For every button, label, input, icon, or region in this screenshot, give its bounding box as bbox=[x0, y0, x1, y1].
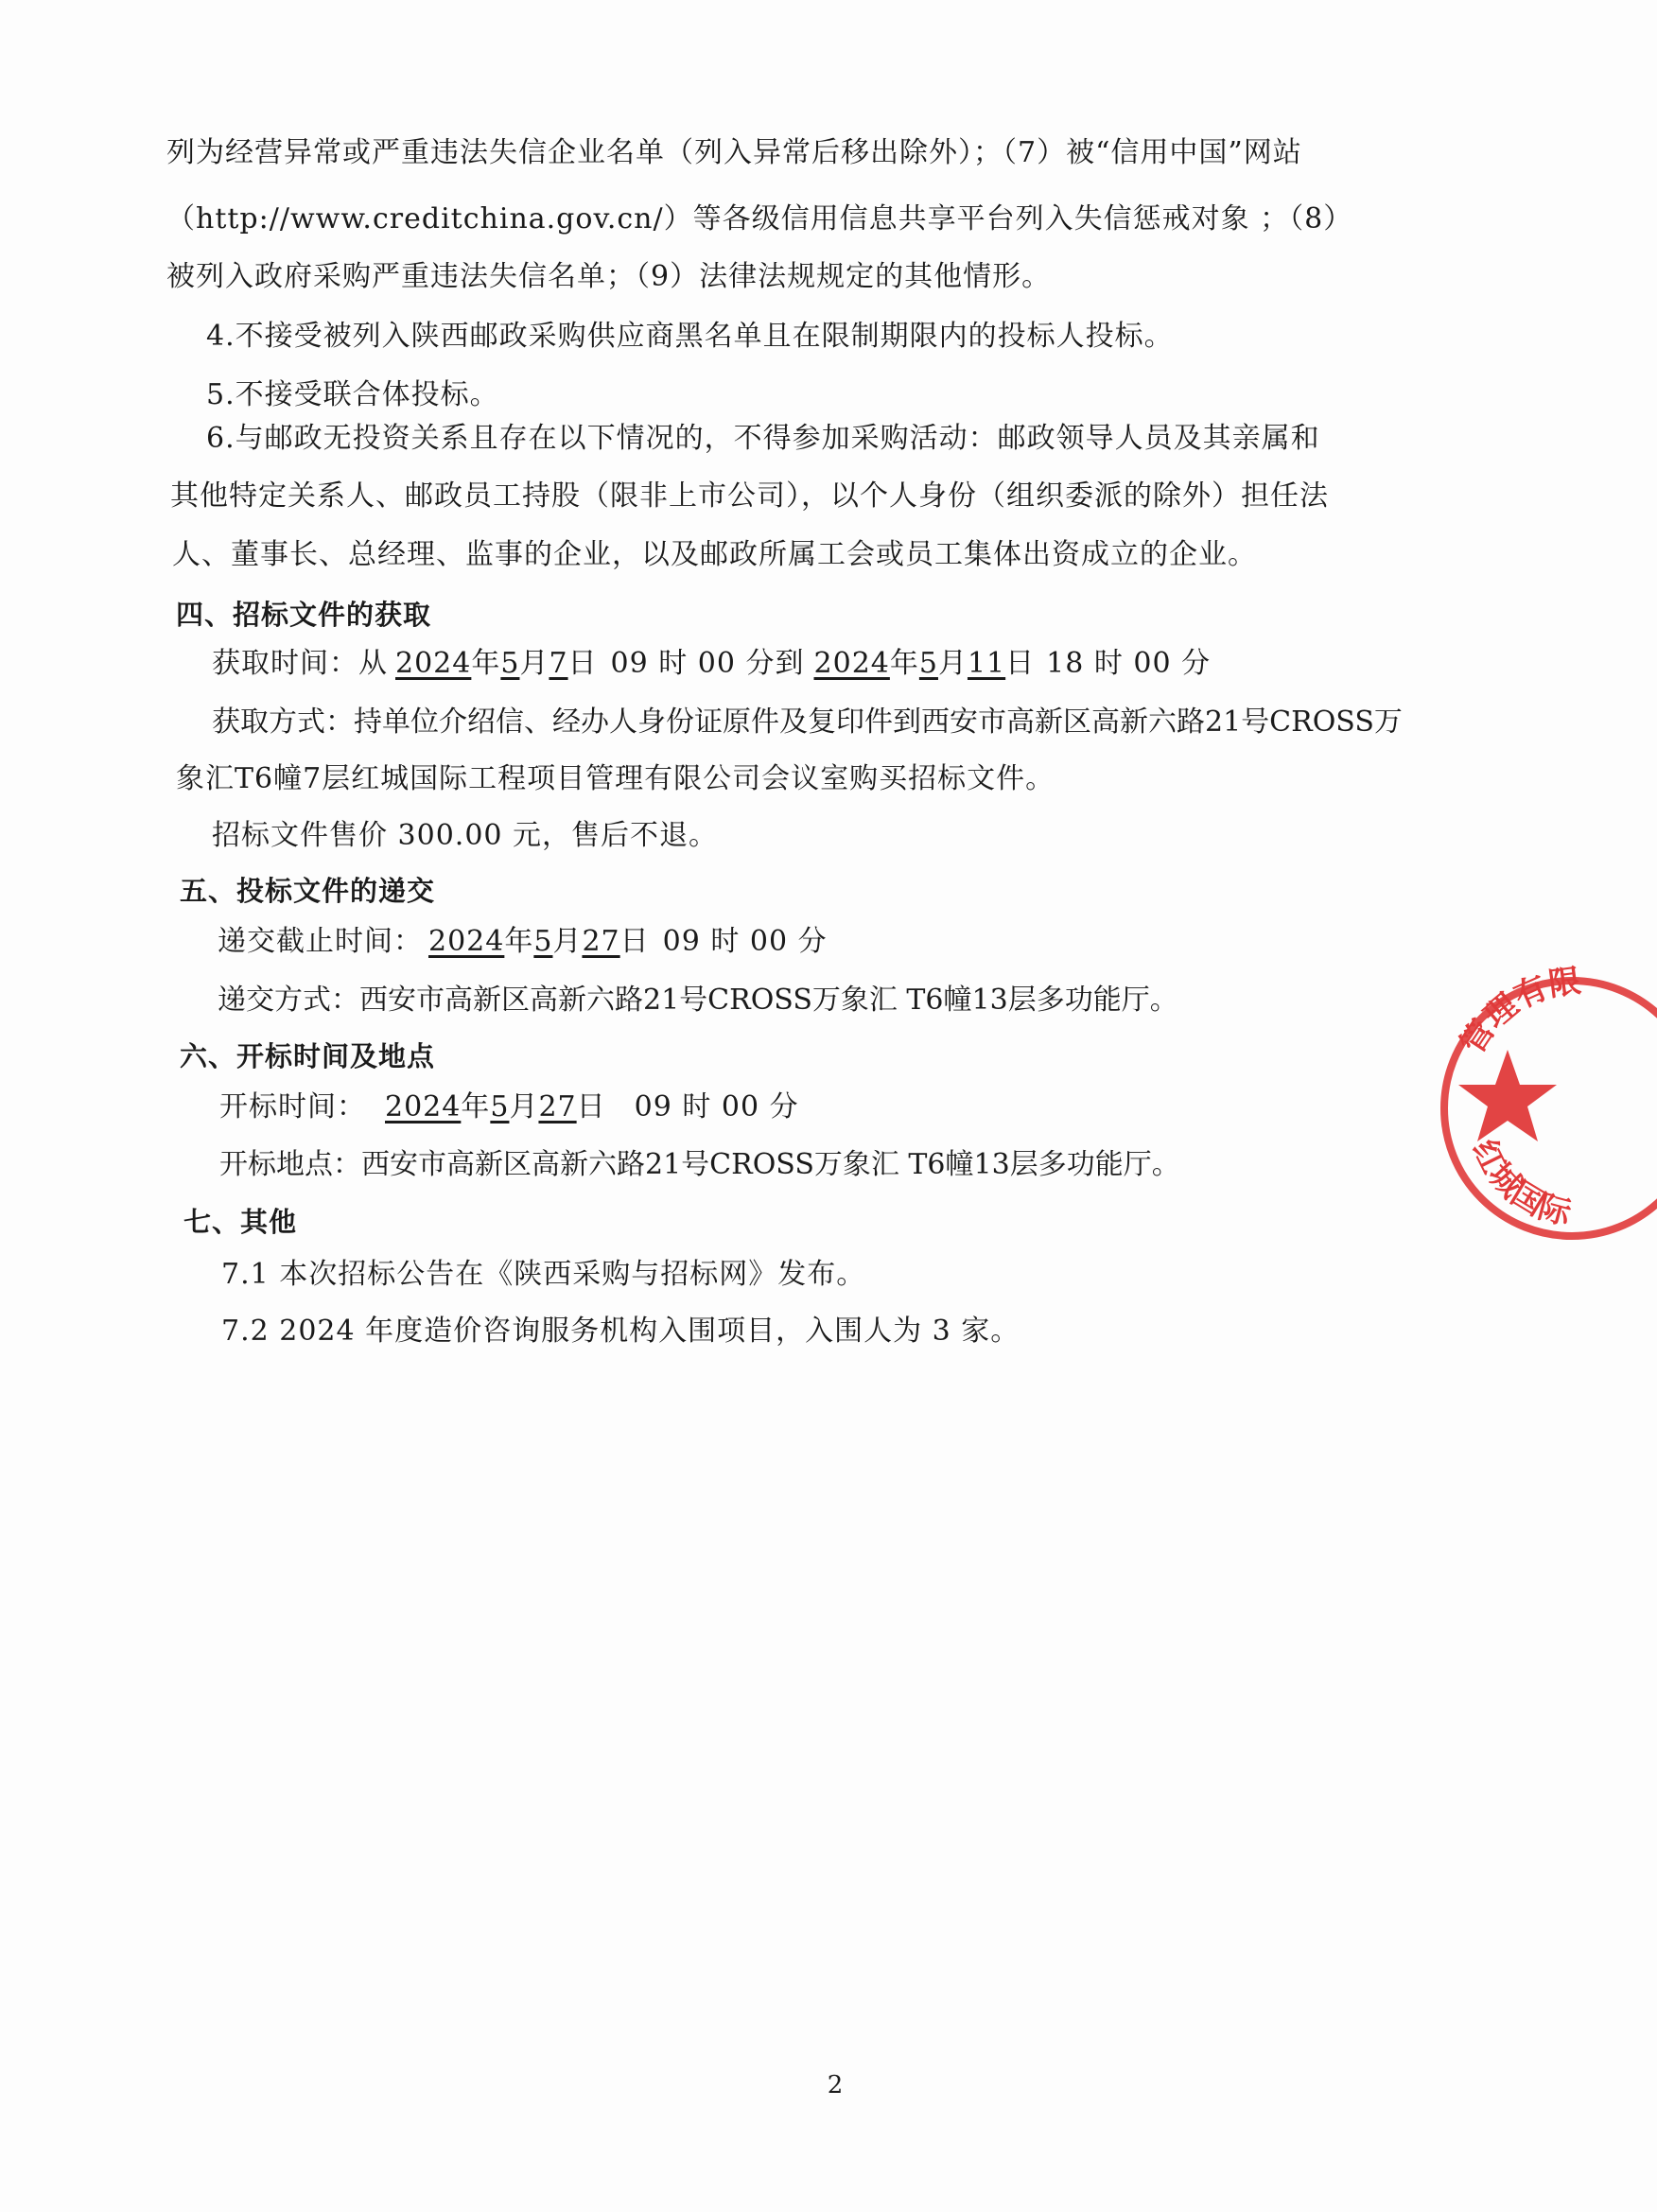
label: 日 bbox=[619, 925, 650, 958]
star-icon bbox=[1458, 1050, 1557, 1141]
label: 递交截止时间： bbox=[218, 925, 423, 958]
label: 日 bbox=[1005, 647, 1036, 680]
label: 年 bbox=[461, 1090, 491, 1123]
end-month: 5 bbox=[918, 647, 938, 680]
seal-text-bottom: 红城国际 bbox=[1464, 1133, 1576, 1233]
seal-graphic bbox=[1430, 938, 1657, 1241]
text-line: 其他特定关系人、邮政员工持股（限非上市公司），以个人身份（组织委派的除外）担任法 bbox=[170, 479, 1329, 513]
label: 月 bbox=[552, 925, 583, 958]
text-line: 5.不接受联合体投标。 bbox=[206, 378, 499, 411]
label: 年 bbox=[471, 647, 501, 680]
text-line: 象汇T6幢7层红城国际工程项目管理有限公司会议室购买招标文件。 bbox=[176, 762, 1055, 795]
text-line: 6.与邮政无投资关系且存在以下情况的，不得参加采购活动：邮政领导人员及其亲属和 bbox=[206, 422, 1320, 455]
seal-text-top: 管理有限 bbox=[1453, 962, 1583, 1061]
text-line: 7.2 2024 年度造价咨询服务机构入围项目，入围人为 3 家。 bbox=[221, 1315, 1020, 1348]
end-day: 11 bbox=[967, 647, 1006, 680]
label: 日 bbox=[567, 647, 598, 680]
deadline-year: 2024 bbox=[428, 925, 505, 958]
text-line: 人、董事长、总经理、监事的企业，以及邮政所属工会或员工集体出资成立的企业。 bbox=[172, 538, 1257, 571]
text-line: 递交方式：西安市高新区高新六路21号CROSS万象汇 T6幢13层多功能厅。 bbox=[218, 984, 1178, 1017]
start-day: 7 bbox=[549, 647, 568, 680]
text-line: 招标文件售价 300.00 元，售后不退。 bbox=[212, 819, 719, 852]
deadline-line bbox=[218, 923, 828, 961]
opening-month: 5 bbox=[490, 1090, 510, 1123]
text-line: 4.不接受被列入陕西邮政采购供应商黑名单且在限制期限内的投标人投标。 bbox=[206, 320, 1174, 353]
opening-day: 27 bbox=[538, 1090, 577, 1123]
text-line: 被列入政府采购严重违法失信名单；（9）法律法规规定的其他情形。 bbox=[166, 260, 1052, 293]
section-heading: 四、招标文件的获取 bbox=[176, 599, 432, 631]
label: 月 bbox=[519, 647, 549, 680]
label: 开标时间： bbox=[219, 1090, 366, 1123]
text-line: 开标地点：西安市高新区高新六路21号CROSS万象汇 T6幢13层多功能厅。 bbox=[219, 1148, 1180, 1181]
opening-year: 2024 bbox=[385, 1090, 462, 1123]
start-time: 09 时 00 分到 bbox=[610, 647, 805, 680]
deadline-month: 5 bbox=[533, 925, 553, 958]
deadline-day: 27 bbox=[582, 925, 620, 958]
section-heading: 七、其他 bbox=[183, 1206, 298, 1238]
label: 月 bbox=[509, 1090, 539, 1123]
text-line: （http://www.creditchina.gov.cn/）等各级信用信息共享平台列入失信惩戒对象 ；（8） bbox=[166, 202, 1353, 235]
text-line: 获取方式：持单位介绍信、经办人身份证原件及复印件到西安市高新区高新六路21号CROSS万 bbox=[212, 705, 1403, 739]
text-line: 7.1 本次招标公告在《陕西采购与招标网》发布。 bbox=[221, 1258, 866, 1291]
end-time: 18 时 00 分 bbox=[1046, 647, 1212, 680]
label: 获取时间：从 bbox=[212, 647, 388, 680]
page-number: 2 bbox=[827, 2071, 844, 2099]
label: 日 bbox=[576, 1090, 606, 1123]
opening-time: 09 时 00 分 bbox=[634, 1090, 799, 1123]
section-heading: 六、开标时间及地点 bbox=[180, 1040, 436, 1072]
start-year: 2024 bbox=[395, 647, 472, 680]
end-year: 2024 bbox=[813, 647, 890, 680]
acquisition-time-line bbox=[212, 645, 1211, 683]
company-seal bbox=[1430, 938, 1657, 1241]
label: 月 bbox=[937, 647, 968, 680]
opening-time-line bbox=[219, 1089, 799, 1126]
text-line: 列为经营异常或严重违法失信企业名单（列入异常后移出除外）；（7）被“信用中国”网站 bbox=[166, 136, 1302, 169]
start-month: 5 bbox=[500, 647, 520, 680]
label: 年 bbox=[889, 647, 919, 680]
section-heading: 五、投标文件的递交 bbox=[180, 875, 436, 907]
label: 年 bbox=[504, 925, 534, 958]
deadline-time: 09 时 00 分 bbox=[662, 925, 828, 958]
